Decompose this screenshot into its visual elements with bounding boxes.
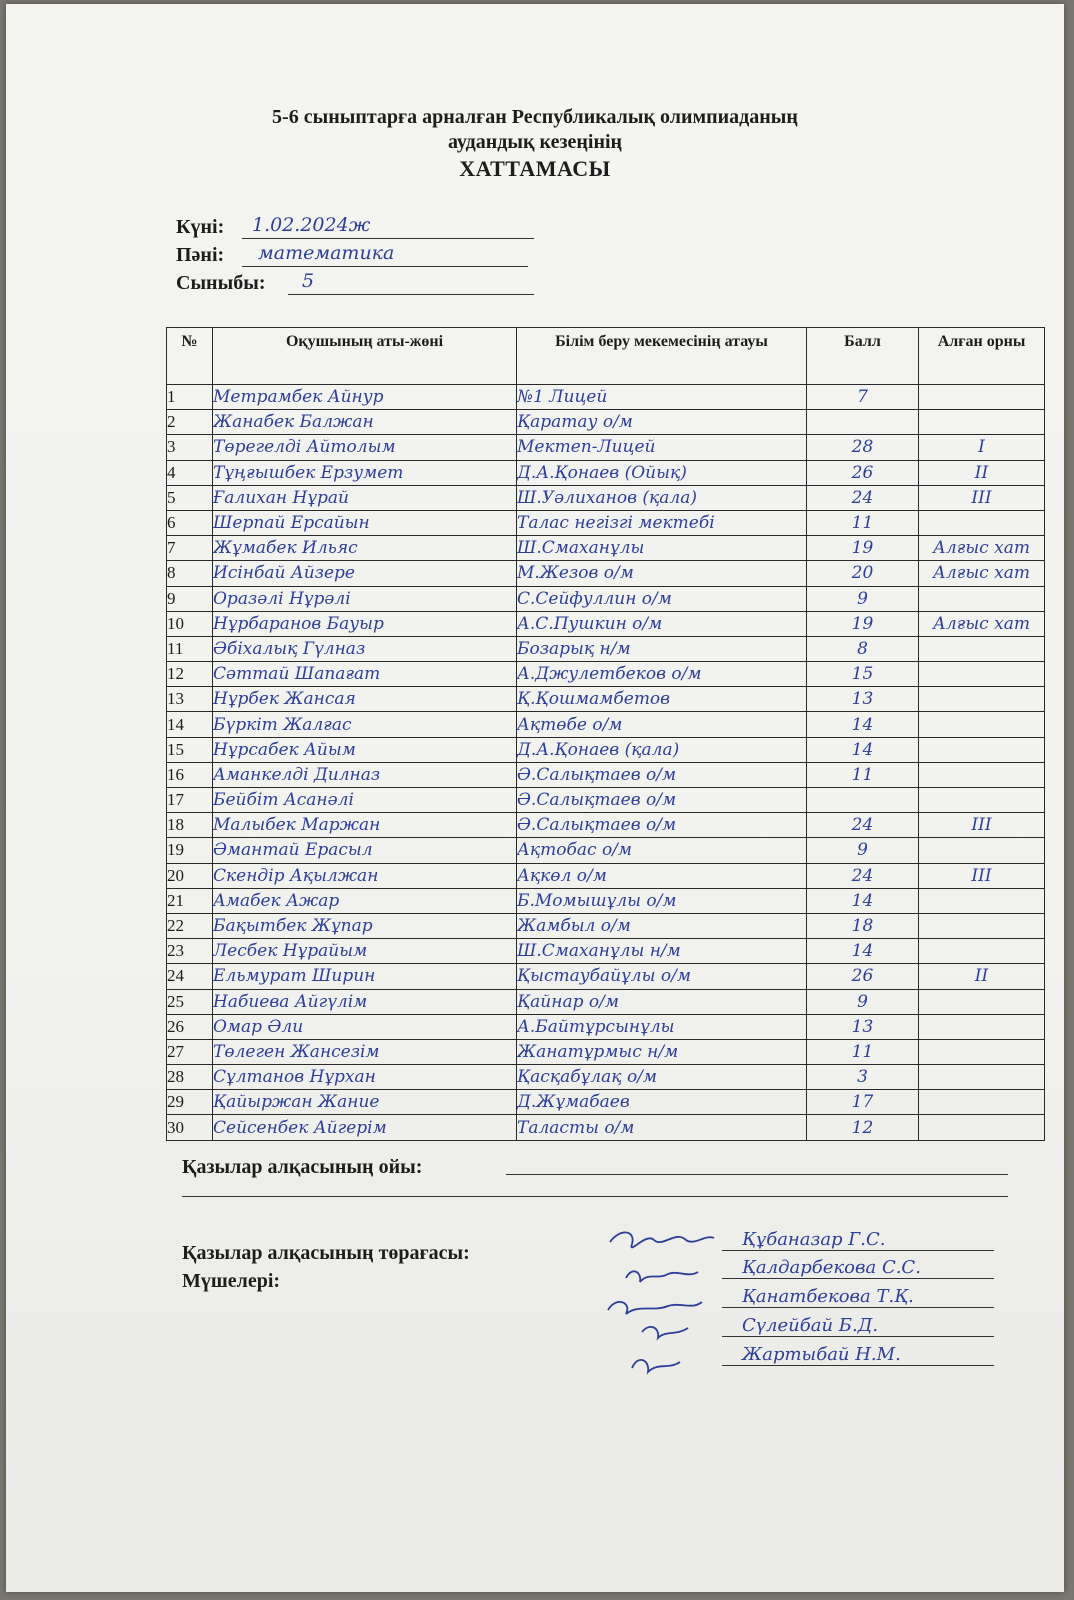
school-name: Ш.Смаханұлы bbox=[517, 536, 807, 561]
document-title: ХАТТАМАСЫ bbox=[459, 156, 611, 181]
place bbox=[919, 410, 1045, 435]
score: 13 bbox=[807, 687, 919, 712]
row-number: 22 bbox=[167, 913, 213, 938]
student-name: Бейбіт Асанәлі bbox=[213, 788, 517, 813]
table-row bbox=[167, 611, 1045, 636]
school-name: А.Джулетбеков о/м bbox=[517, 662, 807, 687]
school-name: С.Сейфуллин о/м bbox=[517, 586, 807, 611]
school-name: Қасқабұлақ о/м bbox=[517, 1065, 807, 1090]
results-table bbox=[166, 327, 1045, 1141]
row-number: 10 bbox=[167, 611, 213, 636]
member-signature-name: Жартыбай Н.М. bbox=[742, 1344, 901, 1365]
score: 11 bbox=[807, 762, 919, 787]
student-name: Лесбек Нұрайым bbox=[213, 939, 517, 964]
row-number: 5 bbox=[167, 485, 213, 510]
school-name: Қаратау о/м bbox=[517, 410, 807, 435]
col-header-score: Балл bbox=[807, 328, 919, 385]
table-row bbox=[167, 410, 1045, 435]
student-name: Нұрбаранов Бауыр bbox=[213, 611, 517, 636]
place bbox=[919, 913, 1045, 938]
student-name: Аманкелді Дилназ bbox=[213, 762, 517, 787]
members-label: Мүшелері: bbox=[182, 1270, 281, 1292]
score: 14 bbox=[807, 712, 919, 737]
row-number: 12 bbox=[167, 662, 213, 687]
subject-value: математика bbox=[258, 242, 395, 264]
table-row bbox=[167, 385, 1045, 410]
table-row bbox=[167, 838, 1045, 863]
score: 14 bbox=[807, 888, 919, 913]
table-row bbox=[167, 737, 1045, 762]
col-header-school: Білім беру мекемесінің атауы bbox=[517, 328, 807, 385]
place bbox=[919, 1065, 1045, 1090]
student-name: Нұрсабек Айым bbox=[213, 737, 517, 762]
place bbox=[919, 1090, 1045, 1115]
student-name: Қайыржан Жание bbox=[213, 1090, 517, 1115]
table-row bbox=[167, 989, 1045, 1014]
signature-mark-4 bbox=[642, 1327, 688, 1338]
col-header-number: № bbox=[167, 328, 213, 385]
table-row bbox=[167, 561, 1045, 586]
school-name: М.Жезов о/м bbox=[517, 561, 807, 586]
score: 24 bbox=[807, 813, 919, 838]
student-name: Тұңғышбек Ерзумет bbox=[213, 460, 517, 485]
student-name: Омар Әли bbox=[213, 1014, 517, 1039]
table-row bbox=[167, 536, 1045, 561]
signature-mark-3 bbox=[608, 1302, 702, 1314]
grade-line bbox=[288, 272, 534, 295]
row-number: 9 bbox=[167, 586, 213, 611]
school-name: Б.Момышұлы о/м bbox=[517, 888, 807, 913]
row-number: 1 bbox=[167, 385, 213, 410]
place bbox=[919, 510, 1045, 535]
place bbox=[919, 838, 1045, 863]
student-name: Набиева Айгүлім bbox=[213, 989, 517, 1014]
row-number: 17 bbox=[167, 788, 213, 813]
place: II bbox=[919, 460, 1045, 485]
score: 18 bbox=[807, 913, 919, 938]
place bbox=[919, 888, 1045, 913]
table-row bbox=[167, 510, 1045, 535]
place: Алғыс хат bbox=[919, 611, 1045, 636]
student-name: Метрамбек Айнур bbox=[213, 385, 517, 410]
row-number: 11 bbox=[167, 636, 213, 661]
student-name: Сәттай Шапағат bbox=[213, 662, 517, 687]
member-signature-name: Қалдарбекова С.С. bbox=[742, 1257, 921, 1278]
place bbox=[919, 662, 1045, 687]
row-number: 27 bbox=[167, 1039, 213, 1064]
table-header-row bbox=[167, 328, 1045, 385]
school-name: А.Байтұрсынұлы bbox=[517, 1014, 807, 1039]
score: 11 bbox=[807, 510, 919, 535]
score: 15 bbox=[807, 662, 919, 687]
table-row bbox=[167, 1065, 1045, 1090]
school-name: Таласты о/м bbox=[517, 1115, 807, 1140]
member-signature-name: Қанатбекова Т.Қ. bbox=[742, 1286, 914, 1307]
student-name: Төрегелді Айтолым bbox=[213, 435, 517, 460]
row-number: 18 bbox=[167, 813, 213, 838]
row-number: 8 bbox=[167, 561, 213, 586]
row-number: 20 bbox=[167, 863, 213, 888]
row-number: 26 bbox=[167, 1014, 213, 1039]
score: 28 bbox=[807, 435, 919, 460]
row-number: 21 bbox=[167, 888, 213, 913]
place bbox=[919, 636, 1045, 661]
school-name: №1 Лицей bbox=[517, 385, 807, 410]
school-name: Д.Жұмабаев bbox=[517, 1090, 807, 1115]
table-row bbox=[167, 888, 1045, 913]
row-number: 29 bbox=[167, 1090, 213, 1115]
grade-value: 5 bbox=[302, 270, 315, 292]
place bbox=[919, 1115, 1045, 1140]
jury-opinion-label: Қазылар алқасының ойы: bbox=[182, 1156, 423, 1178]
score: 13 bbox=[807, 1014, 919, 1039]
score bbox=[807, 410, 919, 435]
table-row bbox=[167, 1115, 1045, 1140]
student-name: Сейсенбек Айгерім bbox=[213, 1115, 517, 1140]
score: 3 bbox=[807, 1065, 919, 1090]
student-name: Оразәлі Нұрәлі bbox=[213, 586, 517, 611]
student-name: Әбіхалық Гүлназ bbox=[213, 636, 517, 661]
table-row bbox=[167, 485, 1045, 510]
score: 14 bbox=[807, 737, 919, 762]
score: 7 bbox=[807, 385, 919, 410]
row-number: 4 bbox=[167, 460, 213, 485]
table-row bbox=[167, 586, 1045, 611]
student-name: Жұмабек Ильяс bbox=[213, 536, 517, 561]
school-name: Ақкөл о/м bbox=[517, 863, 807, 888]
signatures-scribble-group bbox=[602, 1222, 722, 1382]
place bbox=[919, 939, 1045, 964]
jury-opinion-line-1 bbox=[506, 1154, 1008, 1175]
row-number: 19 bbox=[167, 838, 213, 863]
school-name: Д.А.Қонаев (Ойық) bbox=[517, 460, 807, 485]
score bbox=[807, 788, 919, 813]
place: I bbox=[919, 435, 1045, 460]
school-name: Қайнар о/м bbox=[517, 989, 807, 1014]
col-header-place: Алған орны bbox=[919, 328, 1045, 385]
row-number: 24 bbox=[167, 964, 213, 989]
jury-opinion-line-2 bbox=[182, 1180, 1008, 1197]
score: 8 bbox=[807, 636, 919, 661]
student-name: Скендір Ақылжан bbox=[213, 863, 517, 888]
place: III bbox=[919, 485, 1045, 510]
row-number: 13 bbox=[167, 687, 213, 712]
student-name: Ғалихан Нұрай bbox=[213, 485, 517, 510]
place: III bbox=[919, 863, 1045, 888]
table-row bbox=[167, 662, 1045, 687]
row-number: 14 bbox=[167, 712, 213, 737]
school-name: Бозарық н/м bbox=[517, 636, 807, 661]
student-name: Төлеген Жансезім bbox=[213, 1039, 517, 1064]
table-row bbox=[167, 913, 1045, 938]
student-name: Әмантай Ерасыл bbox=[213, 838, 517, 863]
score: 9 bbox=[807, 989, 919, 1014]
row-number: 6 bbox=[167, 510, 213, 535]
place bbox=[919, 737, 1045, 762]
row-number: 23 bbox=[167, 939, 213, 964]
school-name: Д.А.Қонаев (қала) bbox=[517, 737, 807, 762]
grade-label: Сыныбы: bbox=[176, 272, 266, 294]
place bbox=[919, 762, 1045, 787]
signature-mark-2 bbox=[626, 1271, 698, 1282]
place bbox=[919, 788, 1045, 813]
score: 20 bbox=[807, 561, 919, 586]
subject-label: Пәні: bbox=[176, 244, 225, 266]
table-row bbox=[167, 813, 1045, 838]
table-row bbox=[167, 788, 1045, 813]
score: 17 bbox=[807, 1090, 919, 1115]
score: 9 bbox=[807, 838, 919, 863]
place: II bbox=[919, 964, 1045, 989]
student-name: Сұлтанов Нұрхан bbox=[213, 1065, 517, 1090]
place bbox=[919, 586, 1045, 611]
place: III bbox=[919, 813, 1045, 838]
student-name: Бақытбек Жұпар bbox=[213, 913, 517, 938]
row-number: 7 bbox=[167, 536, 213, 561]
school-name: Қыстаубайұлы о/м bbox=[517, 964, 807, 989]
school-name: Ақтөбе о/м bbox=[517, 712, 807, 737]
score: 12 bbox=[807, 1115, 919, 1140]
row-number: 30 bbox=[167, 1115, 213, 1140]
table-row bbox=[167, 964, 1045, 989]
student-name: Амабек Ажар bbox=[213, 888, 517, 913]
table-row bbox=[167, 762, 1045, 787]
table-row bbox=[167, 435, 1045, 460]
school-name: Жанатұрмыс н/м bbox=[517, 1039, 807, 1064]
score: 11 bbox=[807, 1039, 919, 1064]
place bbox=[919, 687, 1045, 712]
table-row bbox=[167, 1014, 1045, 1039]
student-name: Ельмурат Ширин bbox=[213, 964, 517, 989]
date-label: Күні: bbox=[176, 216, 225, 238]
school-name: Ақтобас о/м bbox=[517, 838, 807, 863]
score: 14 bbox=[807, 939, 919, 964]
school-name: Ә.Салықтаев о/м bbox=[517, 813, 807, 838]
school-name: Ш.Смаханұлы н/м bbox=[517, 939, 807, 964]
signature-mark-5 bbox=[632, 1360, 680, 1372]
document-title-line-2: аудандық кезеңінің bbox=[447, 131, 623, 153]
score: 24 bbox=[807, 863, 919, 888]
row-number: 25 bbox=[167, 989, 213, 1014]
school-name: Мектеп-Лицей bbox=[517, 435, 807, 460]
row-number: 2 bbox=[167, 410, 213, 435]
school-name: Ә.Салықтаев о/м bbox=[517, 762, 807, 787]
document-title-line-1: 5-6 сыныптарға арналған Республикалық олимпиаданың bbox=[272, 106, 798, 128]
school-name: Талас негізгі мектебі bbox=[517, 510, 807, 535]
protocol-sheet bbox=[6, 4, 1064, 1592]
row-number: 28 bbox=[167, 1065, 213, 1090]
place: Алғыс хат bbox=[919, 536, 1045, 561]
place bbox=[919, 712, 1045, 737]
student-name: Бүркіт Жалғас bbox=[213, 712, 517, 737]
school-name: Ш.Уәлиханов (қала) bbox=[517, 485, 807, 510]
score: 24 bbox=[807, 485, 919, 510]
score: 9 bbox=[807, 586, 919, 611]
member-signature-name: Сүлейбай Б.Д. bbox=[742, 1315, 879, 1336]
table-row bbox=[167, 460, 1045, 485]
place bbox=[919, 1039, 1045, 1064]
student-name: Малыбек Маржан bbox=[213, 813, 517, 838]
score: 19 bbox=[807, 536, 919, 561]
score: 26 bbox=[807, 460, 919, 485]
student-name: Исінбай Айзере bbox=[213, 561, 517, 586]
score: 26 bbox=[807, 964, 919, 989]
signature-mark-1 bbox=[610, 1232, 714, 1247]
place bbox=[919, 385, 1045, 410]
student-name: Шерпай Ерсайын bbox=[213, 510, 517, 535]
row-number: 15 bbox=[167, 737, 213, 762]
school-name: Қ.Қошмамбетов bbox=[517, 687, 807, 712]
table-row bbox=[167, 712, 1045, 737]
school-name: Ә.Салықтаев о/м bbox=[517, 788, 807, 813]
place: Алғыс хат bbox=[919, 561, 1045, 586]
school-name: А.С.Пушкин о/м bbox=[517, 611, 807, 636]
score: 19 bbox=[807, 611, 919, 636]
date-value: 1.02.2024ж bbox=[252, 214, 371, 236]
col-header-student-name: Оқушының аты-жөні bbox=[213, 328, 517, 385]
table-row bbox=[167, 863, 1045, 888]
jury-chair-label: Қазылар алқасының төрағасы: bbox=[182, 1242, 470, 1264]
school-name: Жамбыл о/м bbox=[517, 913, 807, 938]
place bbox=[919, 989, 1045, 1014]
table-row bbox=[167, 1039, 1045, 1064]
row-number: 16 bbox=[167, 762, 213, 787]
row-number: 3 bbox=[167, 435, 213, 460]
place bbox=[919, 1014, 1045, 1039]
student-name: Жанабек Балжан bbox=[213, 410, 517, 435]
table-row bbox=[167, 636, 1045, 661]
table-row bbox=[167, 687, 1045, 712]
member-signature-name: Құбаназар Г.С. bbox=[742, 1229, 886, 1250]
table-row bbox=[167, 1090, 1045, 1115]
student-name: Нұрбек Жансая bbox=[213, 687, 517, 712]
table-row bbox=[167, 939, 1045, 964]
